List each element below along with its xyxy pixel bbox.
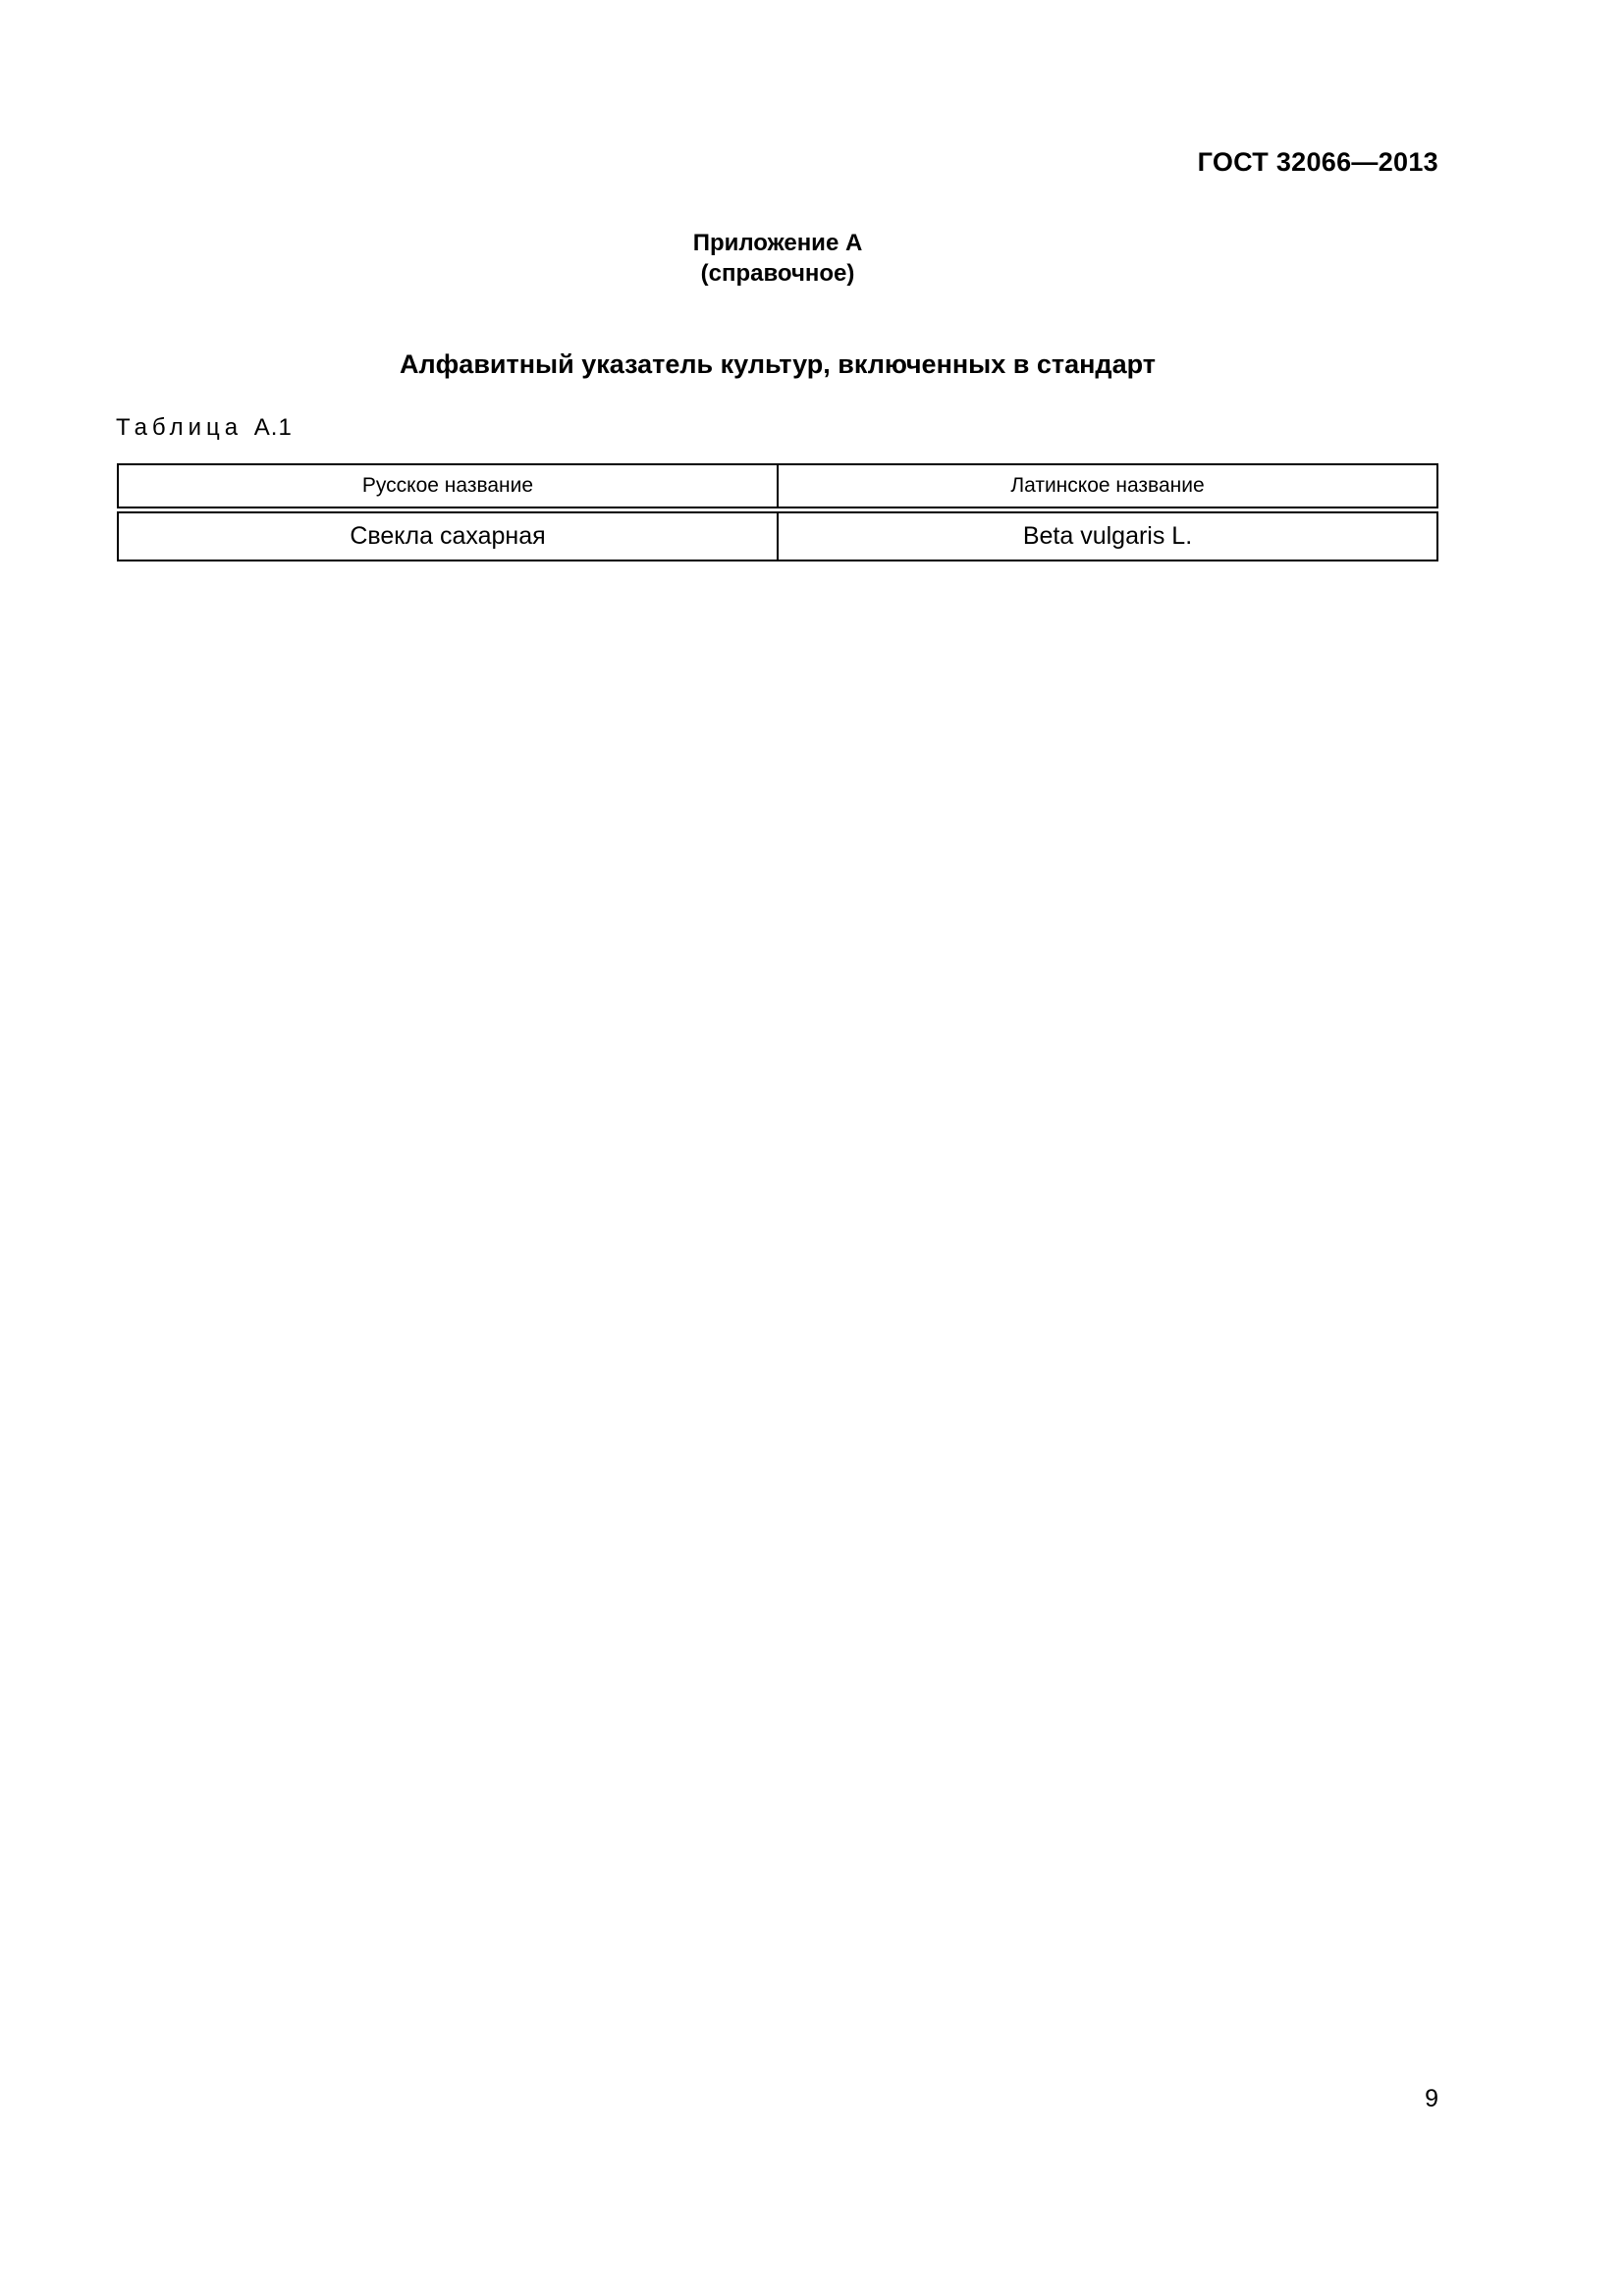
cell-latin-name: Beta vulgaris L. bbox=[779, 511, 1438, 561]
cell-russian-name: Свекла сахарная bbox=[117, 511, 779, 561]
table-caption bbox=[116, 414, 293, 442]
section-title: Алфавитный указатель культур, включенных в стандарт bbox=[400, 349, 1156, 379]
appendix-title: Приложение А bbox=[692, 230, 863, 256]
column-header-latin-name: Латинское название bbox=[779, 463, 1438, 508]
table-caption-number: А.1 bbox=[253, 414, 293, 441]
table-row bbox=[117, 511, 1438, 561]
page-number: 9 bbox=[1425, 2085, 1438, 2112]
table-header-row bbox=[117, 463, 1438, 508]
crops-table bbox=[117, 463, 1438, 561]
column-header-russian-name: Русское название bbox=[117, 463, 779, 508]
appendix-kind: (справочное) bbox=[700, 260, 855, 287]
table-caption-word: Таблица bbox=[116, 414, 244, 441]
document-code: ГОСТ 32066—2013 bbox=[1197, 147, 1438, 177]
